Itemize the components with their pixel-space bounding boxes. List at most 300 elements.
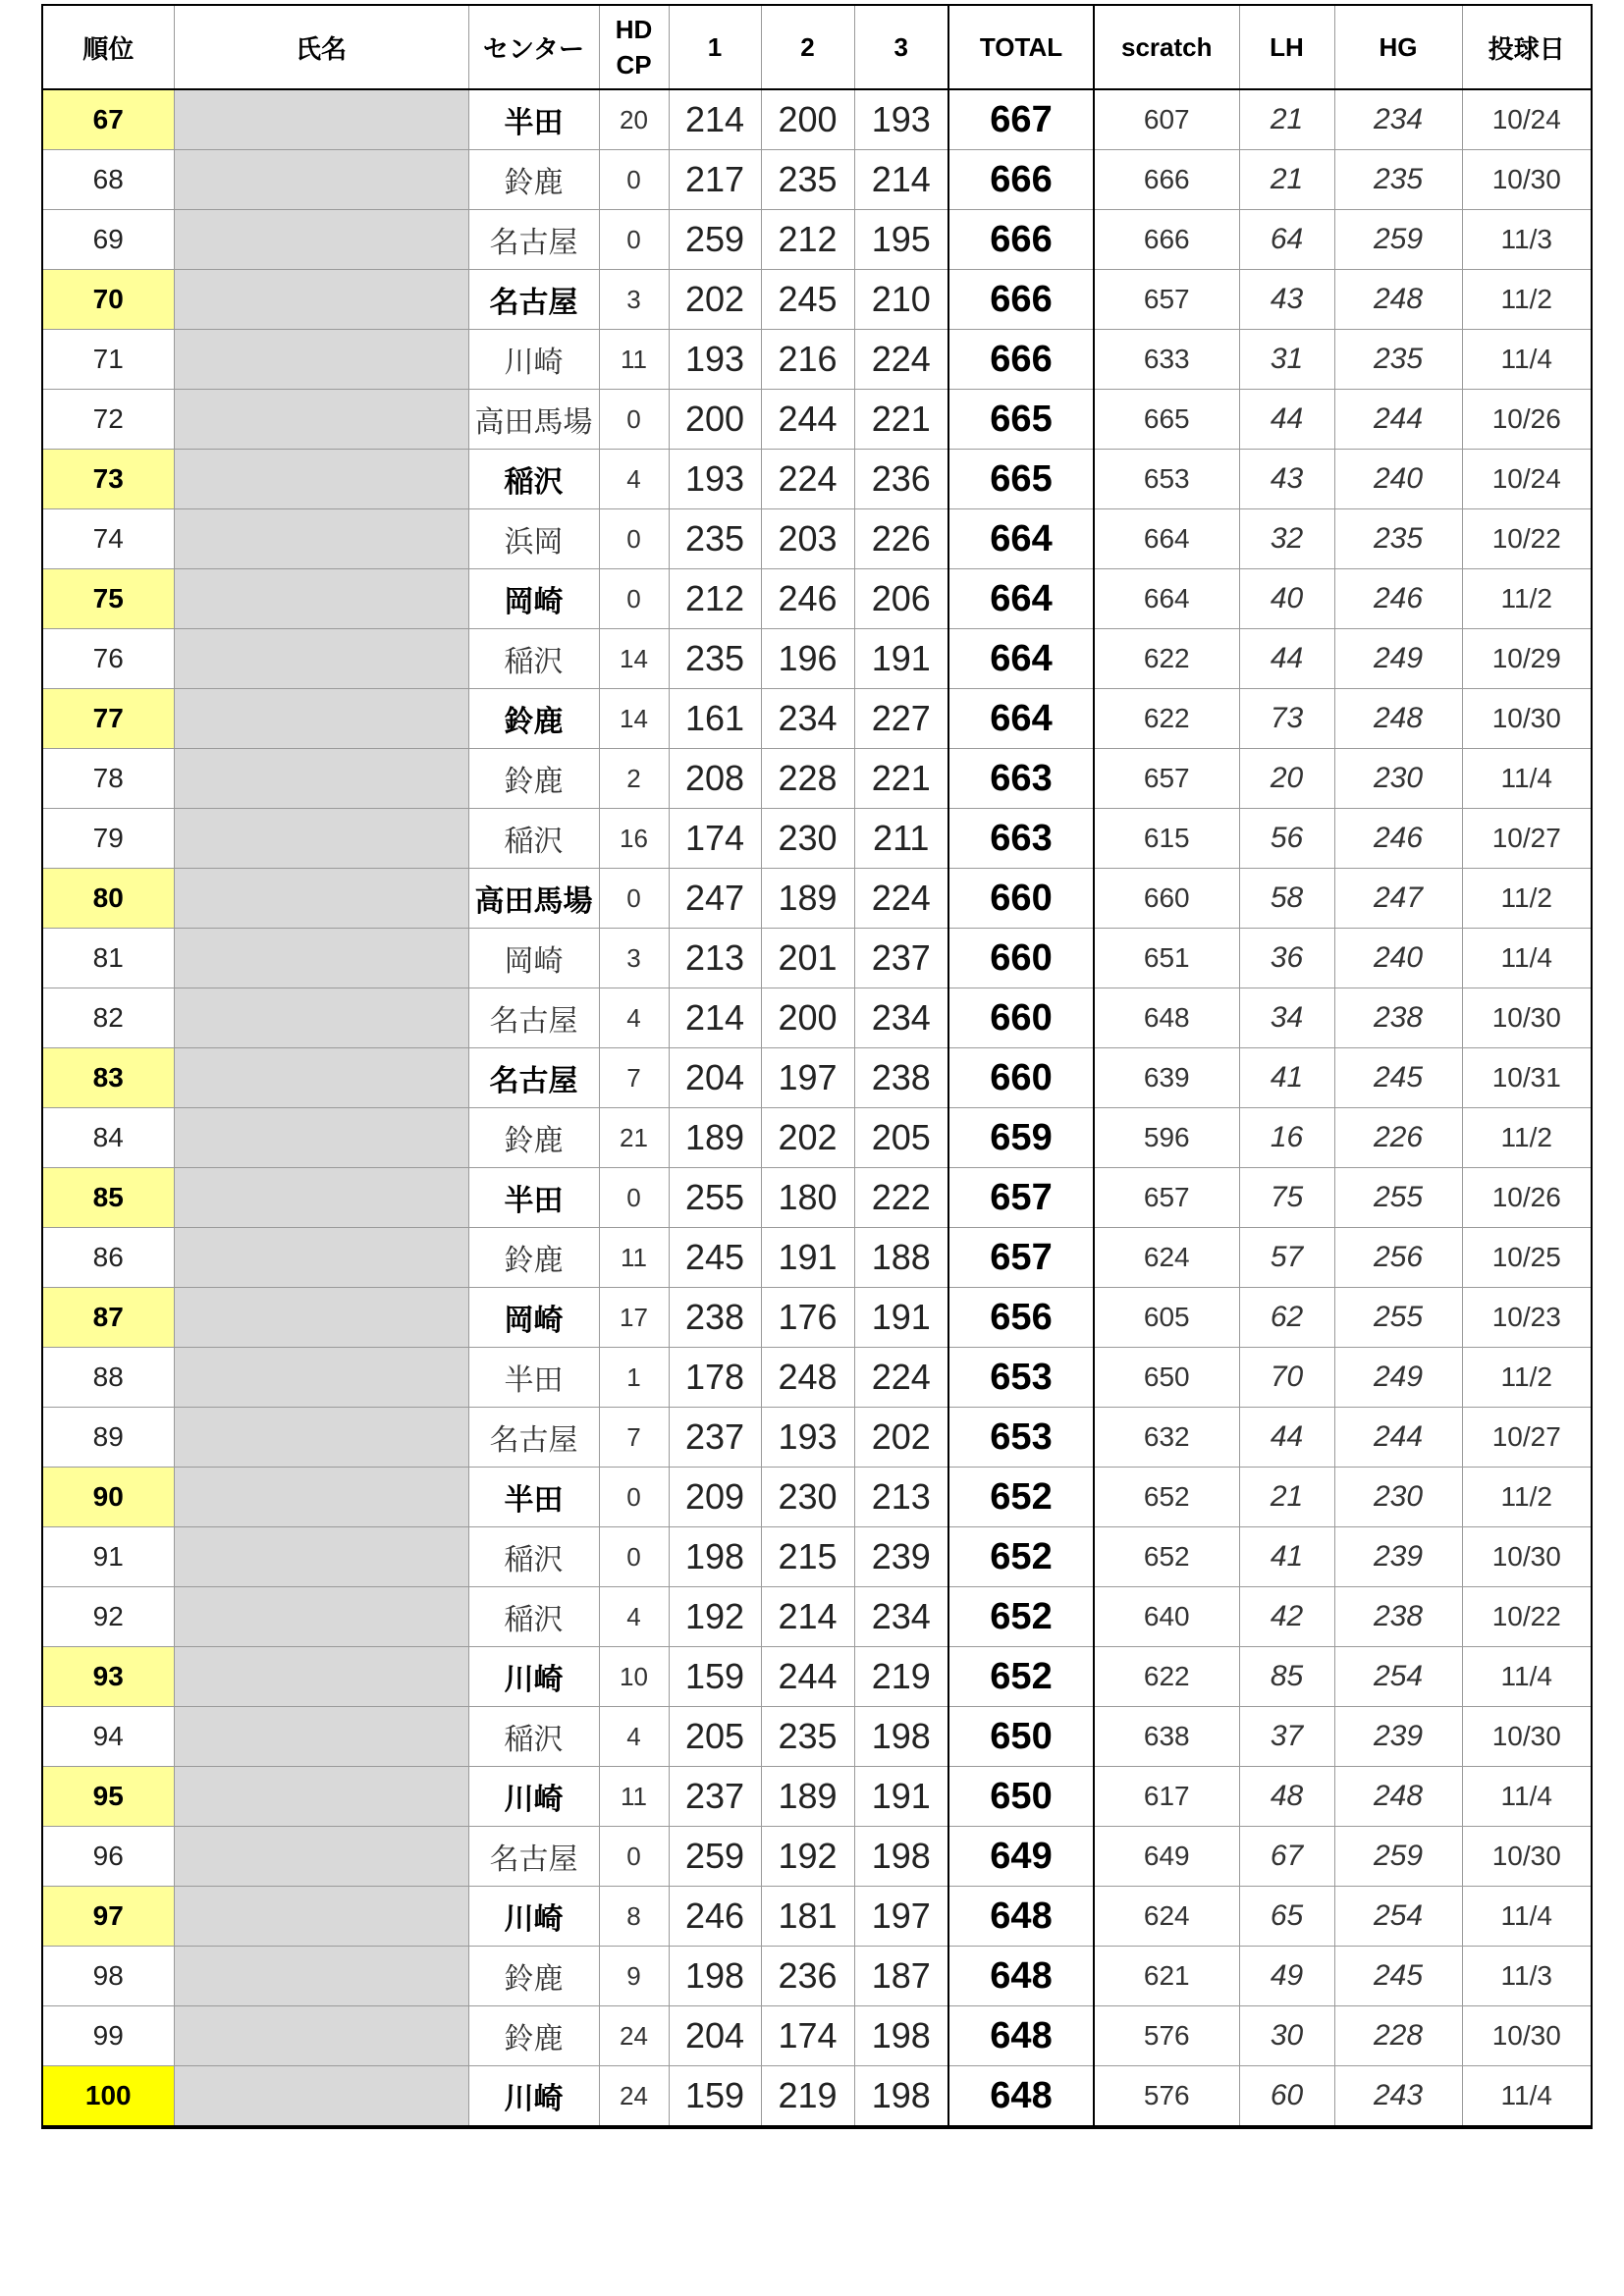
- rank-cell: 99: [42, 2006, 174, 2066]
- center-cell: 稲沢: [468, 629, 599, 689]
- total-cell: 648: [948, 2006, 1094, 2066]
- total-cell: 664: [948, 689, 1094, 749]
- total-cell: 653: [948, 1408, 1094, 1468]
- table-row: [42, 1587, 1592, 1647]
- date-cell: 11/4: [1462, 1767, 1592, 1827]
- center-cell: 稲沢: [468, 450, 599, 509]
- game1-cell: 189: [669, 1108, 761, 1168]
- header-name: 氏名: [174, 5, 468, 89]
- scratch-cell: 622: [1094, 689, 1239, 749]
- name-cell: [174, 1348, 468, 1408]
- hg-cell: 248: [1334, 270, 1462, 330]
- game2-cell: 191: [761, 1228, 854, 1288]
- center-cell: 鈴鹿: [468, 1228, 599, 1288]
- hdcp-cell: 2: [599, 749, 669, 809]
- table-row: [42, 569, 1592, 629]
- scratch-cell: 640: [1094, 1587, 1239, 1647]
- total-cell: 660: [948, 988, 1094, 1048]
- scratch-cell: 660: [1094, 869, 1239, 929]
- game3-cell: 234: [854, 1587, 948, 1647]
- game2-cell: 214: [761, 1587, 854, 1647]
- rank-cell: 73: [42, 450, 174, 509]
- game1-cell: 200: [669, 390, 761, 450]
- table-row: [42, 1048, 1592, 1108]
- rank-cell: 92: [42, 1587, 174, 1647]
- lh-cell: 62: [1239, 1288, 1334, 1348]
- center-cell: 岡崎: [468, 1288, 599, 1348]
- center-cell: 高田馬場: [468, 390, 599, 450]
- game2-cell: 197: [761, 1048, 854, 1108]
- hdcp-cell: 0: [599, 150, 669, 210]
- game1-cell: 212: [669, 569, 761, 629]
- date-cell: 10/24: [1462, 89, 1592, 150]
- game3-cell: 198: [854, 2066, 948, 2128]
- game2-cell: 230: [761, 1468, 854, 1527]
- name-cell: [174, 1947, 468, 2006]
- table-row: [42, 1108, 1592, 1168]
- lh-cell: 49: [1239, 1947, 1334, 2006]
- total-cell: 665: [948, 450, 1094, 509]
- scratch-cell: 615: [1094, 809, 1239, 869]
- game1-cell: 205: [669, 1707, 761, 1767]
- table-row: [42, 1228, 1592, 1288]
- ranking-table: [41, 4, 1593, 2129]
- game1-cell: 178: [669, 1348, 761, 1408]
- lh-cell: 42: [1239, 1587, 1334, 1647]
- lh-cell: 85: [1239, 1647, 1334, 1707]
- hdcp-cell: 4: [599, 450, 669, 509]
- date-cell: 10/30: [1462, 988, 1592, 1048]
- date-cell: 10/22: [1462, 509, 1592, 569]
- header-total: TOTAL: [948, 5, 1094, 89]
- hdcp-cell: 3: [599, 270, 669, 330]
- game1-cell: 247: [669, 869, 761, 929]
- game2-cell: 235: [761, 1707, 854, 1767]
- date-cell: 11/3: [1462, 210, 1592, 270]
- total-cell: 664: [948, 569, 1094, 629]
- hdcp-cell: 20: [599, 89, 669, 150]
- lh-cell: 21: [1239, 89, 1334, 150]
- total-cell: 665: [948, 390, 1094, 450]
- header-date: 投球日: [1462, 5, 1592, 89]
- hg-cell: 254: [1334, 1647, 1462, 1707]
- lh-cell: 56: [1239, 809, 1334, 869]
- scratch-cell: 621: [1094, 1947, 1239, 2006]
- hg-cell: 255: [1334, 1288, 1462, 1348]
- total-cell: 648: [948, 1947, 1094, 2006]
- hdcp-cell: 1: [599, 1348, 669, 1408]
- rank-cell: 91: [42, 1527, 174, 1587]
- lh-cell: 60: [1239, 2066, 1334, 2128]
- center-cell: 岡崎: [468, 929, 599, 988]
- center-cell: 岡崎: [468, 569, 599, 629]
- lh-cell: 32: [1239, 509, 1334, 569]
- date-cell: 10/30: [1462, 689, 1592, 749]
- lh-cell: 67: [1239, 1827, 1334, 1887]
- game2-cell: 228: [761, 749, 854, 809]
- rank-cell: 67: [42, 89, 174, 150]
- date-cell: 10/30: [1462, 2006, 1592, 2066]
- game1-cell: 214: [669, 988, 761, 1048]
- center-cell: 稲沢: [468, 1527, 599, 1587]
- hdcp-cell: 10: [599, 1647, 669, 1707]
- game2-cell: 180: [761, 1168, 854, 1228]
- date-cell: 10/24: [1462, 450, 1592, 509]
- table-row: [42, 1527, 1592, 1587]
- game3-cell: 237: [854, 929, 948, 988]
- center-cell: 高田馬場: [468, 869, 599, 929]
- game2-cell: 244: [761, 390, 854, 450]
- lh-cell: 31: [1239, 330, 1334, 390]
- name-cell: [174, 2066, 468, 2128]
- hg-cell: 245: [1334, 1947, 1462, 2006]
- header-hg: HG: [1334, 5, 1462, 89]
- game3-cell: 219: [854, 1647, 948, 1707]
- rank-cell: 93: [42, 1647, 174, 1707]
- table-row: [42, 390, 1592, 450]
- date-cell: 11/4: [1462, 749, 1592, 809]
- center-cell: 川崎: [468, 330, 599, 390]
- game2-cell: 176: [761, 1288, 854, 1348]
- game2-cell: 201: [761, 929, 854, 988]
- rank-cell: 80: [42, 869, 174, 929]
- date-cell: 11/2: [1462, 569, 1592, 629]
- hdcp-cell: 0: [599, 210, 669, 270]
- scratch-cell: 651: [1094, 929, 1239, 988]
- game3-cell: 224: [854, 330, 948, 390]
- lh-cell: 21: [1239, 150, 1334, 210]
- lh-cell: 21: [1239, 1468, 1334, 1527]
- rank-cell: 77: [42, 689, 174, 749]
- lh-cell: 30: [1239, 2006, 1334, 2066]
- date-cell: 11/4: [1462, 2066, 1592, 2128]
- lh-cell: 40: [1239, 569, 1334, 629]
- scratch-cell: 596: [1094, 1108, 1239, 1168]
- name-cell: [174, 809, 468, 869]
- hg-cell: 243: [1334, 2066, 1462, 2128]
- game2-cell: 230: [761, 809, 854, 869]
- hdcp-cell: 14: [599, 629, 669, 689]
- scratch-cell: 666: [1094, 150, 1239, 210]
- scratch-cell: 607: [1094, 89, 1239, 150]
- game3-cell: 211: [854, 809, 948, 869]
- table-row: [42, 1468, 1592, 1527]
- name-cell: [174, 1468, 468, 1527]
- name-cell: [174, 629, 468, 689]
- rank-cell: 89: [42, 1408, 174, 1468]
- center-cell: 鈴鹿: [468, 150, 599, 210]
- name-cell: [174, 450, 468, 509]
- table-row: [42, 929, 1592, 988]
- name-cell: [174, 89, 468, 150]
- rank-cell: 88: [42, 1348, 174, 1408]
- center-cell: 鈴鹿: [468, 1947, 599, 2006]
- game3-cell: 236: [854, 450, 948, 509]
- table-body: [42, 89, 1592, 2127]
- total-cell: 663: [948, 749, 1094, 809]
- date-cell: 10/31: [1462, 1048, 1592, 1108]
- lh-cell: 48: [1239, 1767, 1334, 1827]
- name-cell: [174, 749, 468, 809]
- game1-cell: 237: [669, 1767, 761, 1827]
- table-row: [42, 89, 1592, 150]
- hdcp-cell: 0: [599, 1827, 669, 1887]
- game3-cell: 214: [854, 150, 948, 210]
- scratch-cell: 652: [1094, 1527, 1239, 1587]
- hdcp-cell: 0: [599, 569, 669, 629]
- game3-cell: 206: [854, 569, 948, 629]
- date-cell: 10/25: [1462, 1228, 1592, 1288]
- center-cell: 稲沢: [468, 809, 599, 869]
- rank-cell: 87: [42, 1288, 174, 1348]
- game2-cell: 236: [761, 1947, 854, 2006]
- lh-cell: 43: [1239, 450, 1334, 509]
- game2-cell: 202: [761, 1108, 854, 1168]
- rank-cell: 84: [42, 1108, 174, 1168]
- scratch-cell: 649: [1094, 1827, 1239, 1887]
- game1-cell: 213: [669, 929, 761, 988]
- rank-cell: 86: [42, 1228, 174, 1288]
- lh-cell: 20: [1239, 749, 1334, 809]
- table-row: [42, 509, 1592, 569]
- game3-cell: 205: [854, 1108, 948, 1168]
- center-cell: 名古屋: [468, 1827, 599, 1887]
- hg-cell: 228: [1334, 2006, 1462, 2066]
- rank-cell: 72: [42, 390, 174, 450]
- total-cell: 652: [948, 1468, 1094, 1527]
- scratch-cell: 652: [1094, 1468, 1239, 1527]
- game3-cell: 213: [854, 1468, 948, 1527]
- hg-cell: 230: [1334, 749, 1462, 809]
- game3-cell: 191: [854, 629, 948, 689]
- header-game-2: 2: [761, 5, 854, 89]
- game2-cell: 219: [761, 2066, 854, 2128]
- game3-cell: 210: [854, 270, 948, 330]
- hdcp-cell: 0: [599, 509, 669, 569]
- game2-cell: 235: [761, 150, 854, 210]
- hdcp-cell: 7: [599, 1408, 669, 1468]
- center-cell: 川崎: [468, 1647, 599, 1707]
- lh-cell: 16: [1239, 1108, 1334, 1168]
- date-cell: 10/26: [1462, 1168, 1592, 1228]
- scratch-cell: 657: [1094, 270, 1239, 330]
- scratch-cell: 657: [1094, 1168, 1239, 1228]
- center-cell: 稲沢: [468, 1587, 599, 1647]
- name-cell: [174, 390, 468, 450]
- total-cell: 666: [948, 150, 1094, 210]
- hdcp-cell: 4: [599, 988, 669, 1048]
- rank-cell: 94: [42, 1707, 174, 1767]
- game2-cell: 203: [761, 509, 854, 569]
- hg-cell: 255: [1334, 1168, 1462, 1228]
- game1-cell: 209: [669, 1468, 761, 1527]
- game2-cell: 193: [761, 1408, 854, 1468]
- rank-cell: 81: [42, 929, 174, 988]
- center-cell: 名古屋: [468, 210, 599, 270]
- hg-cell: 249: [1334, 629, 1462, 689]
- game3-cell: 202: [854, 1408, 948, 1468]
- scratch-cell: 664: [1094, 569, 1239, 629]
- total-cell: 664: [948, 509, 1094, 569]
- table-row: [42, 869, 1592, 929]
- name-cell: [174, 509, 468, 569]
- table-row: [42, 150, 1592, 210]
- name-cell: [174, 1228, 468, 1288]
- hdcp-cell: 8: [599, 1887, 669, 1947]
- name-cell: [174, 929, 468, 988]
- total-cell: 657: [948, 1168, 1094, 1228]
- hdcp-cell: 16: [599, 809, 669, 869]
- hdcp-cell: 11: [599, 330, 669, 390]
- game3-cell: 198: [854, 1707, 948, 1767]
- header-game-1: 1: [669, 5, 761, 89]
- rank-cell: 74: [42, 509, 174, 569]
- game3-cell: 197: [854, 1887, 948, 1947]
- date-cell: 11/2: [1462, 1108, 1592, 1168]
- date-cell: 11/4: [1462, 1887, 1592, 1947]
- center-cell: 川崎: [468, 1767, 599, 1827]
- name-cell: [174, 1108, 468, 1168]
- game1-cell: 193: [669, 330, 761, 390]
- scratch-cell: 624: [1094, 1887, 1239, 1947]
- game1-cell: 259: [669, 1827, 761, 1887]
- table-row: [42, 270, 1592, 330]
- rank-cell: 78: [42, 749, 174, 809]
- date-cell: 11/2: [1462, 1468, 1592, 1527]
- total-cell: 659: [948, 1108, 1094, 1168]
- hg-cell: 239: [1334, 1707, 1462, 1767]
- date-cell: 10/22: [1462, 1587, 1592, 1647]
- header-row: [42, 5, 1592, 89]
- hg-cell: 259: [1334, 210, 1462, 270]
- rank-cell: 96: [42, 1827, 174, 1887]
- total-cell: 657: [948, 1228, 1094, 1288]
- game1-cell: 208: [669, 749, 761, 809]
- game1-cell: 235: [669, 509, 761, 569]
- total-cell: 648: [948, 2066, 1094, 2128]
- game1-cell: 161: [669, 689, 761, 749]
- lh-cell: 43: [1239, 270, 1334, 330]
- lh-cell: 37: [1239, 1707, 1334, 1767]
- name-cell: [174, 1168, 468, 1228]
- game1-cell: 235: [669, 629, 761, 689]
- date-cell: 11/4: [1462, 929, 1592, 988]
- game1-cell: 159: [669, 2066, 761, 2128]
- total-cell: 663: [948, 809, 1094, 869]
- hdcp-cell: 24: [599, 2066, 669, 2128]
- date-cell: 11/2: [1462, 1348, 1592, 1408]
- rank-cell: 70: [42, 270, 174, 330]
- total-cell: 652: [948, 1647, 1094, 1707]
- game1-cell: 246: [669, 1887, 761, 1947]
- total-cell: 666: [948, 210, 1094, 270]
- scratch-cell: 653: [1094, 450, 1239, 509]
- game2-cell: 196: [761, 629, 854, 689]
- game1-cell: 237: [669, 1408, 761, 1468]
- rank-cell: 75: [42, 569, 174, 629]
- scratch-cell: 665: [1094, 390, 1239, 450]
- center-cell: 名古屋: [468, 1048, 599, 1108]
- date-cell: 11/4: [1462, 330, 1592, 390]
- table-row: [42, 2006, 1592, 2066]
- center-cell: 半田: [468, 1168, 599, 1228]
- hg-cell: 240: [1334, 450, 1462, 509]
- table-row: [42, 1707, 1592, 1767]
- game1-cell: 238: [669, 1288, 761, 1348]
- date-cell: 10/30: [1462, 1827, 1592, 1887]
- game3-cell: 221: [854, 749, 948, 809]
- game2-cell: 189: [761, 869, 854, 929]
- game2-cell: 192: [761, 1827, 854, 1887]
- hdcp-cell: 4: [599, 1587, 669, 1647]
- total-cell: 666: [948, 330, 1094, 390]
- scratch-cell: 624: [1094, 1228, 1239, 1288]
- game1-cell: 245: [669, 1228, 761, 1288]
- lh-cell: 41: [1239, 1048, 1334, 1108]
- name-cell: [174, 1408, 468, 1468]
- hdcp-cell: 0: [599, 1468, 669, 1527]
- game1-cell: 198: [669, 1527, 761, 1587]
- date-cell: 10/29: [1462, 629, 1592, 689]
- hg-cell: 246: [1334, 809, 1462, 869]
- scratch-cell: 617: [1094, 1767, 1239, 1827]
- date-cell: 11/4: [1462, 1647, 1592, 1707]
- game2-cell: 216: [761, 330, 854, 390]
- hg-cell: 244: [1334, 390, 1462, 450]
- lh-cell: 75: [1239, 1168, 1334, 1228]
- game3-cell: 193: [854, 89, 948, 150]
- rank-cell: 85: [42, 1168, 174, 1228]
- center-cell: 名古屋: [468, 988, 599, 1048]
- game2-cell: 174: [761, 2006, 854, 2066]
- hdcp-cell: 3: [599, 929, 669, 988]
- rank-cell: 68: [42, 150, 174, 210]
- lh-cell: 64: [1239, 210, 1334, 270]
- scratch-cell: 622: [1094, 1647, 1239, 1707]
- hdcp-cell: 17: [599, 1288, 669, 1348]
- table-row: [42, 1408, 1592, 1468]
- rank-cell: 98: [42, 1947, 174, 2006]
- hg-cell: 235: [1334, 330, 1462, 390]
- hg-cell: 245: [1334, 1048, 1462, 1108]
- hg-cell: 256: [1334, 1228, 1462, 1288]
- game3-cell: 221: [854, 390, 948, 450]
- name-cell: [174, 1887, 468, 1947]
- total-cell: 666: [948, 270, 1094, 330]
- center-cell: 川崎: [468, 2066, 599, 2128]
- scratch-cell: 657: [1094, 749, 1239, 809]
- table-row: [42, 2066, 1592, 2128]
- lh-cell: 58: [1239, 869, 1334, 929]
- date-cell: 10/30: [1462, 150, 1592, 210]
- game1-cell: 202: [669, 270, 761, 330]
- game1-cell: 198: [669, 1947, 761, 2006]
- total-cell: 652: [948, 1527, 1094, 1587]
- hdcp-cell: 24: [599, 2006, 669, 2066]
- date-cell: 10/23: [1462, 1288, 1592, 1348]
- total-cell: 667: [948, 89, 1094, 150]
- table-row: [42, 988, 1592, 1048]
- header-hdcp-line2: CP: [616, 50, 652, 80]
- hg-cell: 234: [1334, 89, 1462, 150]
- game2-cell: 234: [761, 689, 854, 749]
- game3-cell: 227: [854, 689, 948, 749]
- center-cell: 名古屋: [468, 270, 599, 330]
- game2-cell: 215: [761, 1527, 854, 1587]
- center-cell: 鈴鹿: [468, 1108, 599, 1168]
- rank-cell: 82: [42, 988, 174, 1048]
- hdcp-cell: 7: [599, 1048, 669, 1108]
